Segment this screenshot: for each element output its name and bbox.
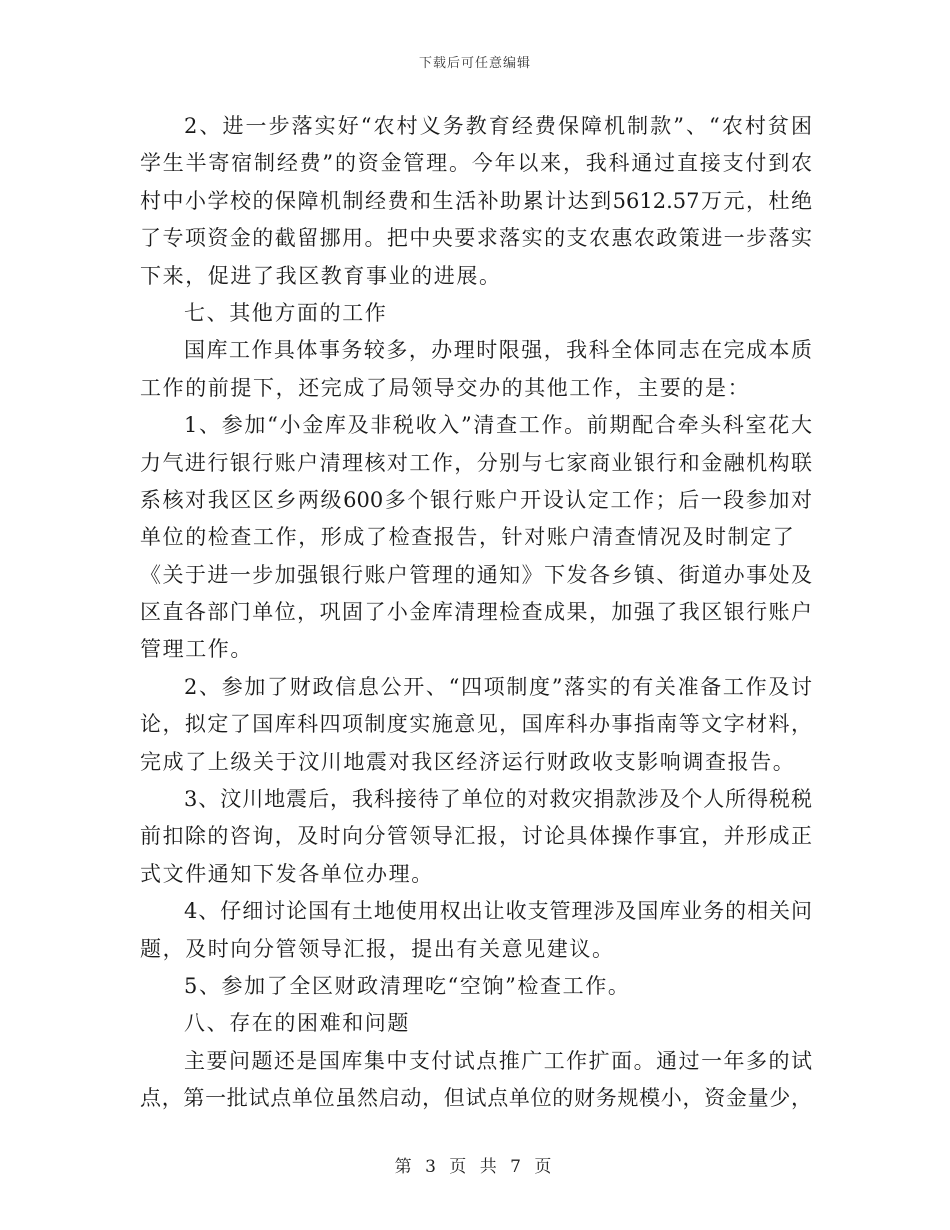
text-line: 2、进一步落实好“农村义务教育经费保障机制款”、“农村贫困 (184, 114, 812, 138)
text-line: 3、汶川地震后，我科接待了单位的对救灾捐款涉及个人所得税税 (184, 787, 812, 812)
text-line: 2、参加了财政信息公开、“四项制度”落实的有关准备工作及讨 (184, 674, 812, 699)
text-line: 管理工作。 (140, 637, 253, 662)
text-line: 论，拟定了国库科四项制度实施意见，国库科办事指南等文字材料， (140, 712, 812, 737)
text-line: 点，第一批试点单位虽然启动，但试点单位的财务规模小，资金量少， (140, 1086, 812, 1111)
text-line: 主要问题还是国库集中支付试点推广工作扩面。通过一年多的试 (184, 1048, 812, 1073)
text-line: 了专项资金的截留挪用。把中央要求落实的支农惠农政策进一步落实 (140, 226, 812, 251)
text-line: 国库工作具体事务较多，办理时限强，我科全体同志在完成本质 (184, 338, 812, 363)
text-line: 力气进行银行账户清理核对工作，分别与七家商业银行和金融机构联 (140, 450, 812, 475)
text-line: 题，及时向分管领导汇报，提出有关意见建议。 (140, 936, 615, 961)
document-body (140, 108, 812, 1118)
header-note: 下载后可任意编辑 (418, 56, 531, 71)
text-line: 七、其他方面的工作 (184, 300, 388, 325)
text-line: 完成了上级关于汶川地震对我区经济运行财政收支影响调查报告。 (140, 749, 796, 774)
text-line: 村中小学校的保障机制经费和生活补助累计达到5612.57万元，杜绝 (140, 188, 812, 213)
text-line: 1、参加“小金库及非税收入”清查工作。前期配合牵头科室花大 (184, 413, 812, 438)
text-line: 工作的前提下，还完成了局领导交办的其他工作，主要的是： (140, 375, 751, 400)
text-line: 单位的检查工作，形成了检查报告，针对账户清查情况及时制定了 (140, 525, 796, 550)
text-line: 前扣除的咨询，及时向分管领导汇报，讨论具体操作事宜，并形成正 (140, 824, 812, 849)
text-line: 式文件通知下发各单位办理。 (140, 861, 434, 886)
page-number: 第 3 页 共 7 页 (394, 1157, 556, 1177)
text-line: 区直各部门单位，巩固了小金库清理检查成果，加强了我区银行账户 (140, 600, 812, 625)
text-line: 《关于进一步加强银行账户管理的通知》下发各乡镇、街道办事处及 (140, 562, 812, 587)
text-line: 5、参加了全区财政清理吃“空饷”检查工作。 (184, 973, 631, 998)
text-line: 系核对我区区乡两级600多个银行账户开设认定工作；后一段参加对 (140, 487, 812, 512)
text-line: 4、仔细讨论国有土地使用权出让收支管理涉及国库业务的相关问 (184, 899, 812, 924)
text-line: 下来，促进了我区教育事业的进展。 (140, 263, 502, 288)
text-line: 学生半寄宿制经费”的资金管理。今年以来，我科通过直接支付到农 (140, 151, 812, 176)
text-line: 八、存在的困难和问题 (184, 1011, 410, 1036)
